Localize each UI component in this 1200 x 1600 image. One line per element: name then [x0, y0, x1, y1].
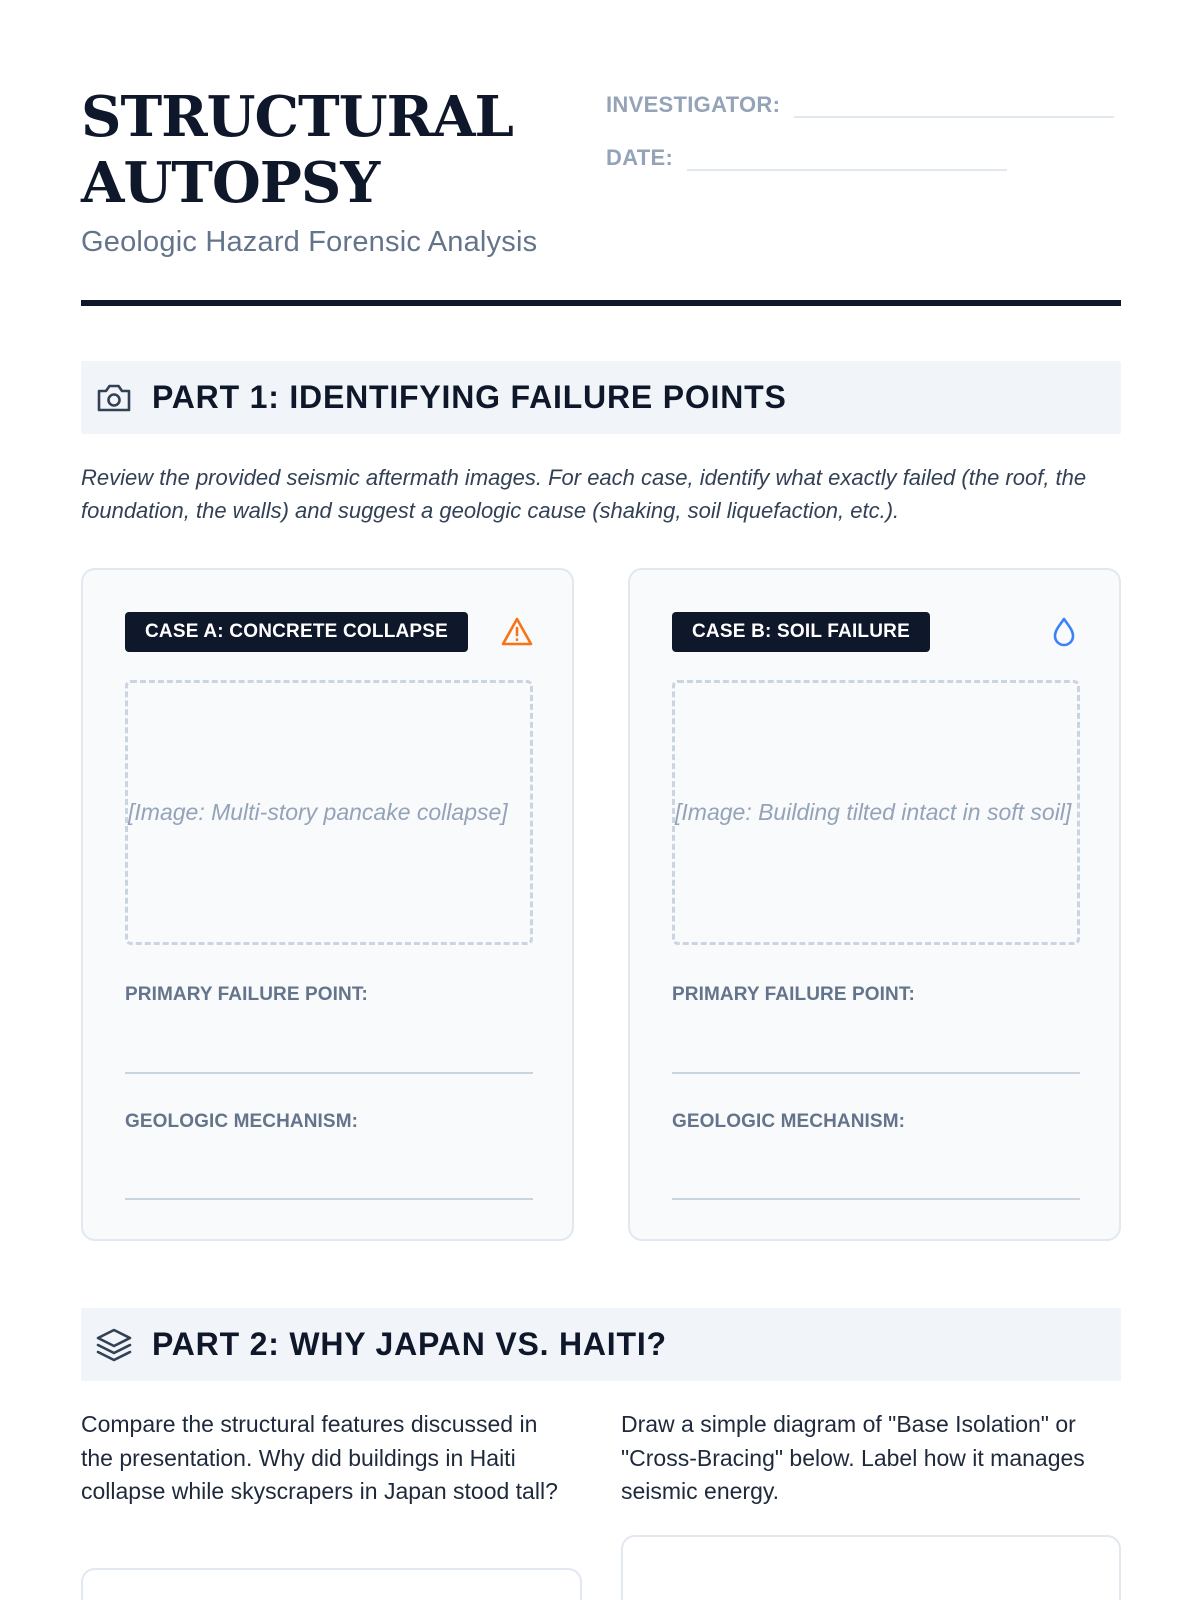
- case-b-failure-point-label: PRIMARY FAILURE POINT:: [672, 984, 915, 1005]
- case-a-failure-point-label: PRIMARY FAILURE POINT:: [125, 984, 368, 1005]
- warning-triangle-icon: [499, 614, 535, 650]
- part1-title: PART 1: IDENTIFYING FAILURE POINTS: [152, 379, 787, 415]
- case-b-card: [628, 568, 1121, 1241]
- title-line-1: STRUCTURAL: [81, 84, 513, 150]
- case-a-failure-point-field[interactable]: [125, 1072, 533, 1074]
- part1-instructions: Review the provided seismic aftermath images. For each case, identify what exactly failed (the roof, the foundation, the walls) and suggest a geologic cause (shaking, soil liquefaction, etc.).: [81, 465, 1087, 523]
- part2-compare-prompt: Compare the structural features discussed in the presentation. Why did buildings in Haiti collapse while skyscrapers in Japan stood tall?: [81, 1411, 558, 1504]
- case-a-mechanism-field[interactable]: [125, 1198, 533, 1200]
- water-drop-icon: [1046, 614, 1082, 650]
- date-row: [606, 137, 1121, 171]
- worksheet-header: [81, 84, 1121, 304]
- compare-answer-box[interactable]: [81, 1568, 582, 1600]
- camera-icon: [94, 378, 134, 418]
- case-a-image-caption: [Image: Multi-story pancake collapse]: [128, 799, 508, 825]
- case-a-image-placeholder: [125, 680, 533, 945]
- diagram-drawing-box[interactable]: [621, 1535, 1121, 1600]
- meta-fields: [606, 84, 1121, 190]
- page-subtitle: Geologic Hazard Forensic Analysis: [81, 226, 538, 258]
- part2-diagram-prompt: Draw a simple diagram of "Base Isolation" or "Cross-Bracing" below. Label how it manages seismic energy.: [621, 1411, 1085, 1504]
- layers-icon: [94, 1325, 134, 1365]
- case-b-mechanism-field[interactable]: [672, 1198, 1080, 1200]
- title-line-2: AUTOPSY: [81, 150, 380, 216]
- date-field[interactable]: [687, 149, 1007, 171]
- case-b-mechanism-label: GEOLOGIC MECHANISM:: [672, 1111, 906, 1132]
- header-divider: [81, 300, 1121, 306]
- investigator-row: [606, 84, 1121, 118]
- case-b-header: [672, 612, 1080, 652]
- investigator-field[interactable]: [794, 96, 1114, 118]
- part2-section-header: [81, 1308, 1121, 1381]
- case-b-badge: CASE B: SOIL FAILURE: [672, 612, 930, 652]
- case-b-image-caption: [Image: Building tilted intact in soft soil]: [675, 799, 1072, 825]
- investigator-label: INVESTIGATOR:: [606, 92, 781, 117]
- case-b-image-placeholder: [672, 680, 1080, 945]
- case-a-header: [125, 612, 533, 652]
- case-a-card: [81, 568, 574, 1241]
- part2-title: PART 2: WHY JAPAN VS. HAITI?: [152, 1326, 667, 1362]
- case-a-badge: CASE A: CONCRETE COLLAPSE: [125, 612, 468, 652]
- case-a-mechanism-label: GEOLOGIC MECHANISM:: [125, 1111, 359, 1132]
- date-label: DATE:: [606, 145, 674, 170]
- part1-section-header: [81, 361, 1121, 434]
- case-b-failure-point-field[interactable]: [672, 1072, 1080, 1074]
